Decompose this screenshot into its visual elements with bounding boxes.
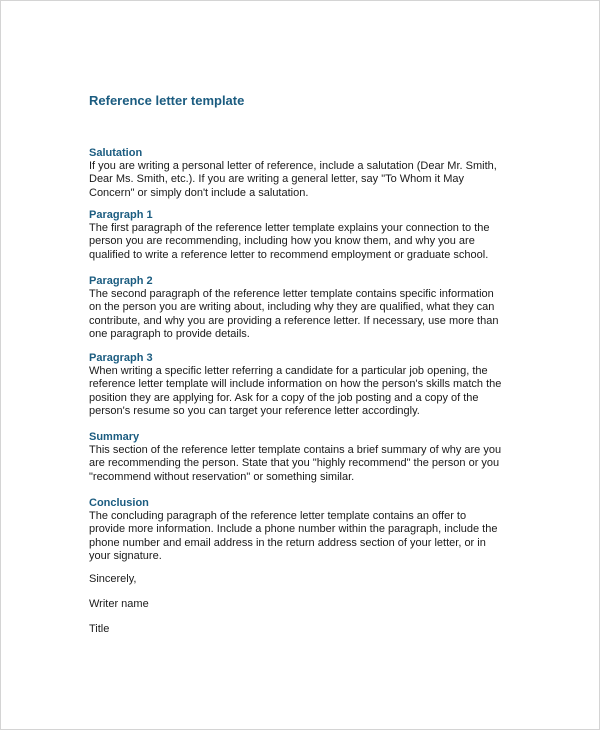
body-line: Concern" or simply don't include a salutation.	[89, 186, 309, 199]
body-line: If you are writing a personal letter of reference, include a salutation (Dear Mr. Smith,	[89, 160, 497, 173]
body-line: "recommend without reservation" or something similar.	[89, 470, 355, 483]
section-heading: Paragraph 1	[89, 209, 153, 221]
body-line: The concluding paragraph of the reference letter template contains an offer to	[89, 510, 467, 523]
body-line: position they are applying for. Ask for a copy of the job posting and a copy of the	[89, 391, 479, 404]
body-line: reference letter template will include information on how the person's skills match the	[89, 378, 502, 391]
section-paragraph-1	[89, 209, 529, 262]
section-heading: Conclusion	[89, 497, 149, 509]
section-heading: Summary	[89, 431, 140, 443]
body-line: qualified to write a reference letter to recommend employment or graduate school.	[89, 248, 489, 261]
body-line: contribute, and why you are providing a reference letter. If necessary, use more than	[89, 314, 499, 327]
section-summary	[89, 431, 529, 484]
body-line: The first paragraph of the reference letter template explains your connection to the	[89, 222, 490, 235]
closing: Sincerely,	[89, 573, 137, 585]
section-heading: Paragraph 2	[89, 275, 153, 287]
body-line: The second paragraph of the reference letter template contains specific information	[89, 288, 494, 301]
body-line: provide more information. Include a phone number within the paragraph, include the	[89, 523, 498, 536]
section-heading: Salutation	[89, 147, 143, 159]
writer-name: Writer name	[89, 598, 149, 610]
section-heading: Paragraph 3	[89, 352, 153, 364]
document-title: Reference letter template	[89, 93, 245, 108]
body-line: person you are recommending, including how you know them, and why you are	[89, 235, 475, 248]
section-salutation	[89, 147, 529, 200]
body-line: When writing a specific letter referring a candidate for a particular job opening, the	[89, 365, 488, 378]
body-line: person's resume so you can target your reference letter accordingly.	[89, 404, 420, 417]
section-paragraph-3	[89, 352, 529, 418]
writer-title: Title	[89, 623, 110, 635]
body-line: phone number and email address in the return address section of your letter, or in	[89, 536, 486, 549]
section-conclusion	[89, 497, 529, 563]
body-line: your signature.	[89, 549, 162, 562]
body-line: Dear Ms. Smith, etc.). If you are writing a general letter, say "To Whom it May	[89, 173, 464, 186]
body-line: This section of the reference letter template contains a brief summary of why are you	[89, 444, 502, 457]
body-line: on the person you are writing about, including why they are qualified, what they can	[89, 301, 495, 314]
section-paragraph-2	[89, 275, 529, 341]
body-line: one paragraph to provide details.	[89, 327, 250, 340]
body-line: are recommending the person. State that you "highly recommend" the person or you	[89, 457, 500, 470]
